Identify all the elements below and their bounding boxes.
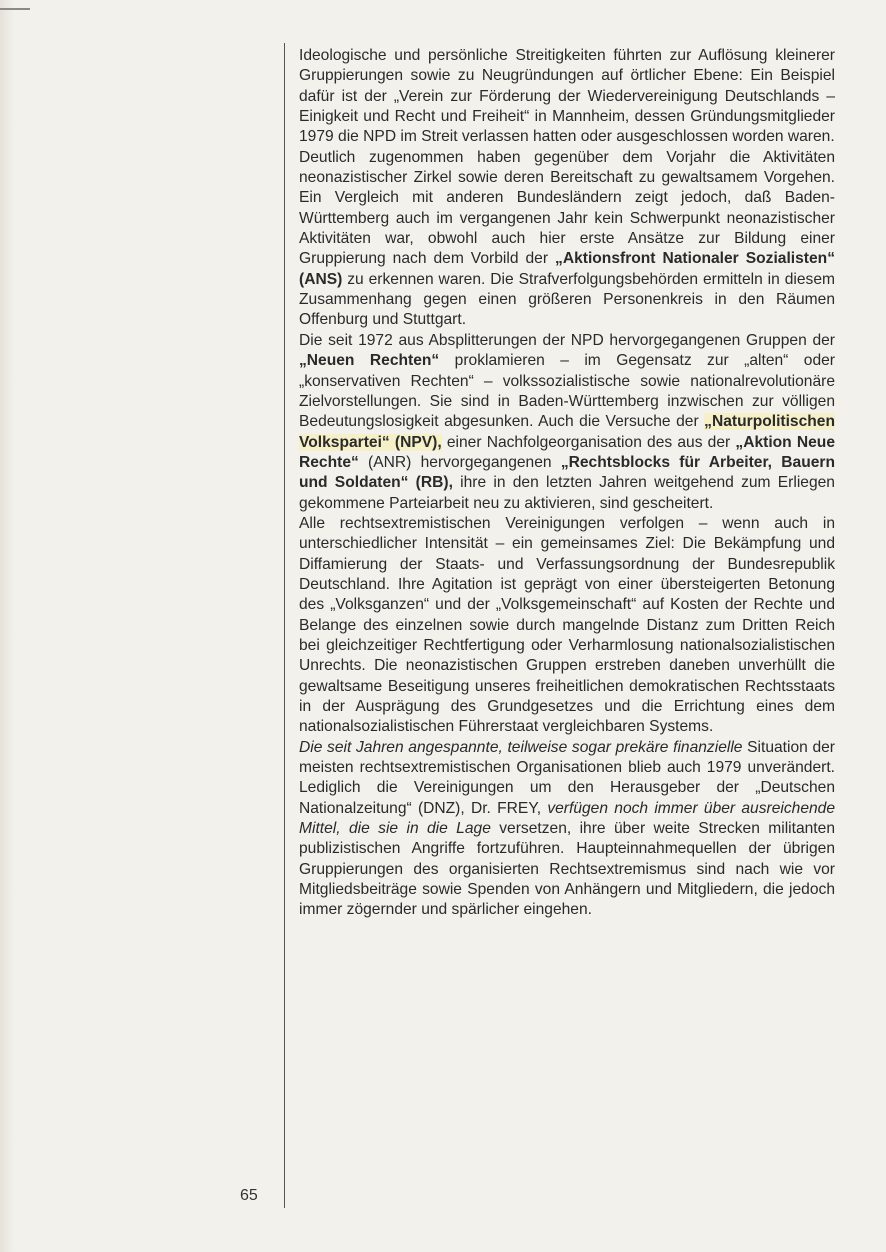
paragraph [299, 738, 835, 921]
scan-edge [0, 0, 14, 1252]
emphasized-term: „Aktion Neue Rechte“ [299, 433, 836, 471]
text-column [299, 46, 835, 921]
italic-text-run: verfügen noch immer über ausreichende Mittel, die sie in die Lage [299, 799, 836, 838]
page-number: 65 [240, 1187, 258, 1204]
text-run: einer Nachfolgeorganisation des aus der [441, 433, 736, 451]
emphasized-term: „Neuen Rechten“ [299, 352, 440, 370]
paragraph [299, 514, 835, 738]
text-run: zu erkennen waren. Die Strafverfolgungsbehörden ermitteln in diesem Zusammenhang gegen einen größeren Personenkreis in den Räumen Offenburg und Stuttgart. [299, 270, 835, 329]
text-run: Die seit 1972 aus Absplitterungen der NPD hervorgegangenen Gruppen der [299, 331, 835, 349]
text-run: versetzen, ihre über weite Strecken militanten publizistischen Angriffe fortzuführen. Haupteinnahmequellen der übrigen Gruppierungen des organisierten Rechtsextremismus sind nach wie vor Mitgliedsbeiträge sowie Spenden von Anhängern und Mitgliedern, die jedoch immer zögernder und spärlicher eingehen. [299, 820, 835, 919]
paragraph [299, 331, 835, 514]
emphasized-term: „Aktionsfront Nationaler Sozialisten“ (ANS) [299, 250, 835, 288]
emphasized-term: „Rechtsblocks für Arbeiter, Bauern und Soldaten“ (RB), [299, 453, 836, 492]
top-margin-mark [0, 8, 30, 10]
text-run: (ANR) hervorgegangenen [358, 453, 561, 471]
text-run: Situation der meisten rechtsextremistischen Organisationen blieb auch 1979 unverändert. Lediglich die Vereinigungen um den Herausgeber der „Deutschen Nationalzeitung“ (DNZ), Dr. FREY, [299, 738, 835, 817]
paragraph [299, 148, 835, 331]
text-run: Alle rechtsextremistischen Vereinigungen verfolgen – wenn auch in unterschiedlicher Intensität – ein gemeinsames Ziel: Die Bekämpfung und Diffamierung der Staats- und Verfassungsordnung der Bundesrepublik Deutschland. Ihre Agitation ist geprägt von einer übersteigerten Betonung des „Volksganzen“ und der „Volksgemeinschaft“ auf Kosten der Rechte und Belange des einzelnen sowie durch mangelnde Distanz zum Dritten Reich bei gleichzeitiger Rechtfertigung oder Verharmlosung nationalsozialistischen Unrechts. Die neonazistischen Gruppen erstreben daneben unverhüllt die gewaltsame Beseitigung unseres freiheitlichen demokratischen Rechtsstaats in der Ausprägung des Grundgesetzes und die Errichtung eines dem nationalsozialistischen Führerstaat vergleichbaren Systems. [299, 514, 835, 736]
paragraph [299, 46, 835, 148]
emphasized-term: „Naturpolitischen Volkspartei“ (NPV), [299, 413, 835, 451]
text-run: Deutlich zugenommen haben gegenüber dem Vorjahr die Aktivitäten neonazistischer Zirkel sowie deren Bereitschaft zu gewaltsamem Vorgehen. Ein Vergleich mit anderen Bundesländern zeigt jedoch, daß Baden-Württemberg auch im vergangenen Jahr kein Schwerpunkt neonazistischer Aktivitäten war, obwohl auch hier erste Ansätze zur Bildung einer Gruppierung nach dem Vorbild der [299, 148, 835, 268]
italic-text-run: Die seit Jahren angespannte, teilweise sogar prekäre finanzielle [299, 738, 743, 756]
text-run: proklamieren – im Gegensatz zur „alten“ oder „konservativen Rechten“ – volkssozialistische sowie nationalrevolutionäre Zielvorstellungen. Sie sind in Baden-Württemberg inzwischen zur völligen Bedeutungslosigkeit abgesunken. Auch die Versuche der [299, 352, 835, 431]
text-run: ihre in den letzten Jahren weitgehend zum Erliegen gekommene Parteiarbeit neu zu aktivieren, sind gescheitert. [299, 474, 835, 512]
text-run: Ideologische und persönliche Streitigkeiten führten zur Auflösung kleinerer Gruppierungen sowie zu Neugründungen auf örtlicher Ebene: Ein Beispiel dafür ist der „Verein zur Förderung der Wiedervereinigung Deutschlands – Einigkeit und Recht und Freiheit“ in Mannheim, dessen Gründungsmitglieder 1979 die NPD im Streit verlassen hatten oder ausgeschlossen worden waren. [299, 47, 835, 146]
column-rule [284, 43, 285, 1208]
